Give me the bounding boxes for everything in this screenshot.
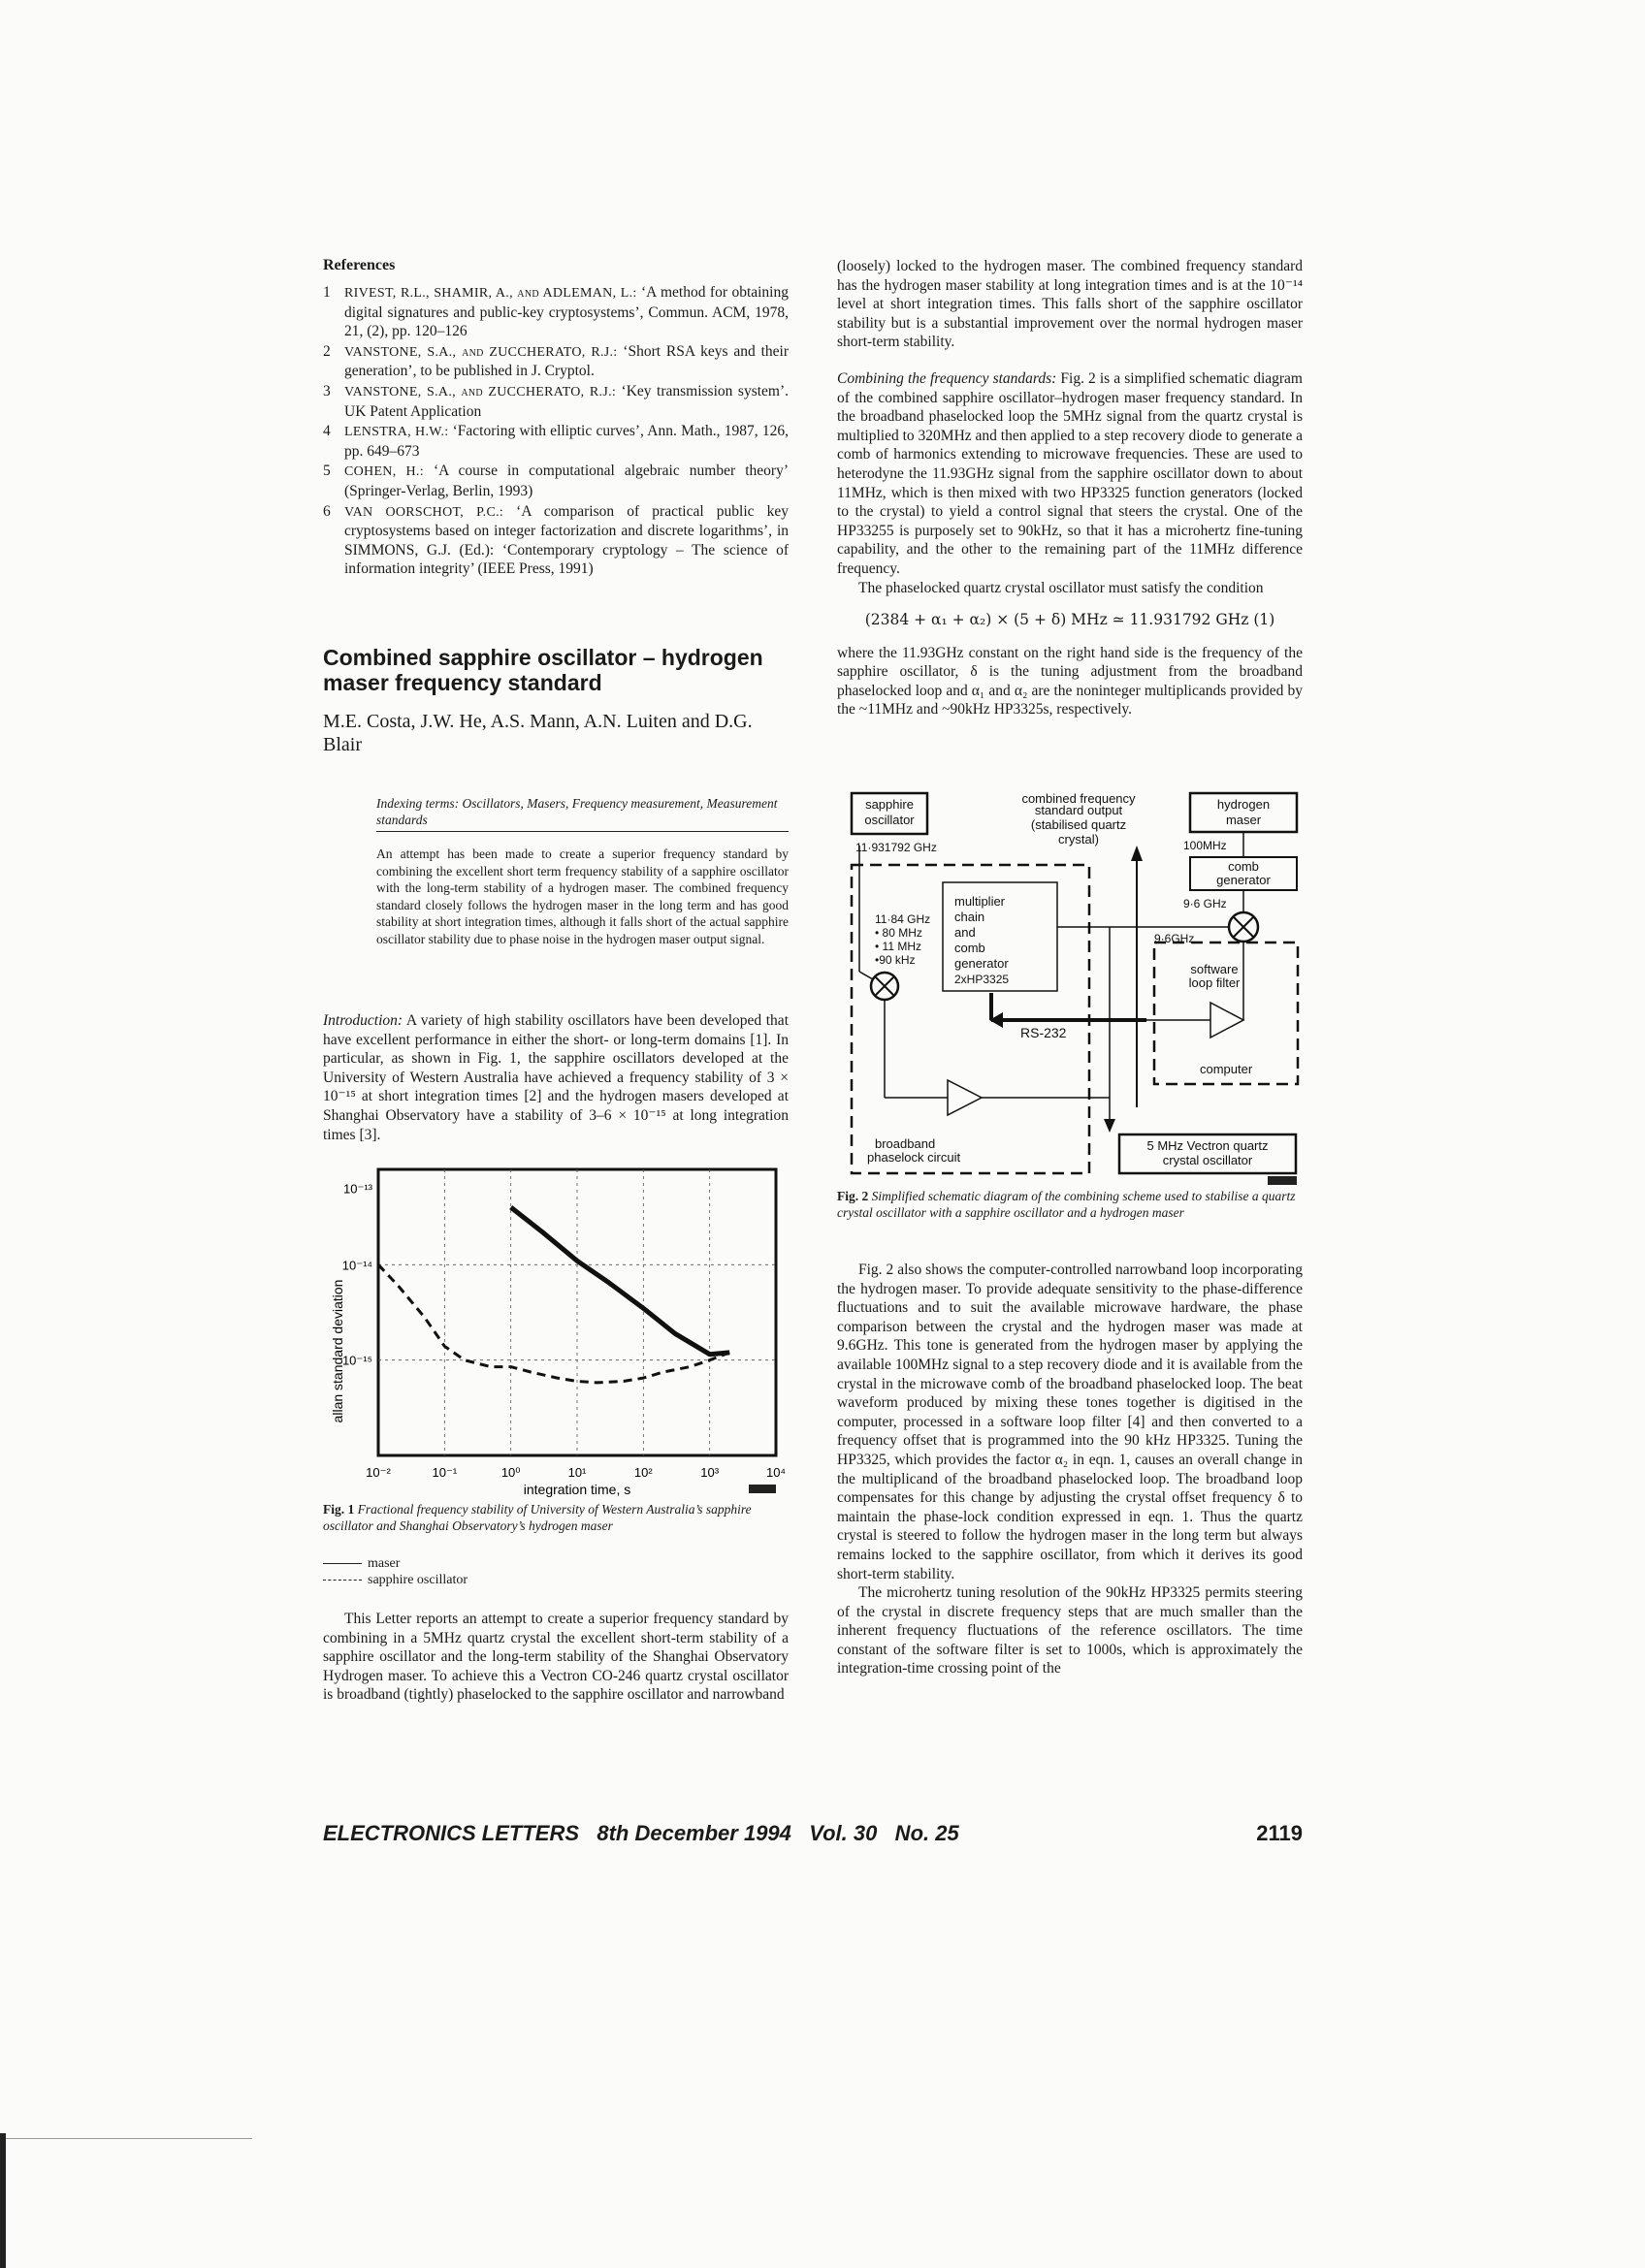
- svg-text:5 MHz Vectron quartzcrystal os: 5 MHz Vectron quartz crystal oscillator: [1146, 1138, 1269, 1167]
- svg-text:combined frequencystandard out: combined frequency standard output (stabilised quartz crystal): [1021, 791, 1136, 847]
- fig2-caption-label: Fig. 2: [837, 1189, 869, 1203]
- y-tick-label: 10⁻¹³: [343, 1181, 372, 1197]
- references-list: [323, 283, 789, 580]
- reference-item: 3 VANSTONE, S.A., and ZUCCHERATO, R.J.: ‘Key transmission system’. UK Patent Application: [323, 382, 789, 420]
- sapphire-oscillator-label: sapphire oscillator: [864, 797, 915, 827]
- x-tick-label: 10¹: [567, 1465, 587, 1480]
- fig1-caption-label: Fig. 1: [323, 1502, 355, 1517]
- x-tick-label: 10⁻¹: [432, 1465, 458, 1480]
- x-tick-label: 10⁰: [500, 1465, 521, 1480]
- fig1-ref-code: [749, 1485, 776, 1493]
- y-tick-label: 10⁻¹⁵: [341, 1353, 372, 1368]
- page-footer: [323, 1821, 1303, 1846]
- fig2-para: Fig. 2 also shows the computer-controlled narrowband loop incorporating the hydrogen maser. To provide adequate sensitivity to the phase-difference fluctuations and to suit the available microwave hardware, the phase comparison between the crystal and the hydrogen maser was made at 9.6GHz. This tone is generated from the hydrogen maser by applying the available 100MHz signal to a step recovery diode and it is available from the crystal in the microwave comb of the broadband phaselocked loop. The beat waveform produced by mixing these tones together is digitised in the computer, processed in a software loop filter [4] and then converted to a frequency offset that is programmed into the 90 kHz HP3325. Tuning the HP3325, which provides the factor α₂ in eqn. 1, causes an overall change in the multiplicand of the broadband phaselocked loop. The broadband loop compensates for this change by adjusting the crystal offset frequency δ to maintain the phase-lock condition expressed in eqn. 1. Thus the quartz crystal is steered to follow the hydrogen maser in the long term but always remains locked to the sapphire oscillator, from which it derives its good short-term stability.: [837, 1262, 1303, 1582]
- legend-sapphire: sapphire oscillator: [323, 1572, 468, 1588]
- microhertz-para: The microhertz tuning resolution of the 90kHz HP3325 permits steering of the crystal in discrete frequency steps that are much smaller than the inherent frequency fluctuations of the reference oscillators. The time constant of the software filter is set to 1000s, which is approximately the integration-time crossing point of the: [837, 1584, 1303, 1677]
- scan-edge: [0, 2133, 6, 2268]
- reference-item: 6 VAN OORSCHOT, P.C.: ‘A comparison of practical public key cryptosystems based on integer factorization and discrete logarithms’, in SIMMONS, G.J. (Ed.): ‘Contemporary cryptology – The science of information integrity’ (IEEE Press, 1991): [323, 502, 790, 578]
- svg-text:100MHz: 100MHz: [1183, 839, 1227, 852]
- fig2-caption-text: Simplified schematic diagram of the combining scheme used to stabilise a quartz crystal oscillator with a sapphire oscillator and a hydrogen maser: [837, 1189, 1296, 1220]
- after-equation-para: where the 11.93GHz constant on the right hand side is the frequency of the sapphire oscillator, δ is the tuning adjustment from the broadband phaselocked loop and α₁ and α₂ are the noninteger multiplicands provided by the ~11MHz and ~90kHz HP3325s, respectively.: [837, 644, 1303, 719]
- right-para-1: (loosely) locked to the hydrogen maser. The combined frequency standard has the hydrogen maser stability at long integration times and is at the 10⁻¹⁴ level at short integration times. This falls short of the sapphire oscillator stability but is a substantial improvement over the normal hydrogen maser short-term stability.: [837, 258, 1303, 351]
- x-axis-label: integration time, s: [523, 1482, 631, 1497]
- reference-item: 1 RIVEST, R.L., SHAMIR, A., and ADLEMAN, L.: ‘A method for obtaining digital signatures and public-key cryptosystems’, Commun. ACM, 1978, 21, (2), pp. 120–126: [323, 284, 789, 340]
- svg-text:11·84 GHz• 80 MHz• 11 MHz•90 k: 11·84 GHz • 80 MHz • 11 MHz •90 kHz: [875, 912, 931, 967]
- scan-line: [0, 2138, 252, 2139]
- article-title: Combined sapphire oscillator – hydrogen maser frequency standard: [323, 645, 763, 695]
- indexing-terms: Indexing terms: Oscillators, Masers, Frequency measurement, Measurement standards: [376, 795, 789, 832]
- reference-item: 2 VANSTONE, S.A., and ZUCCHERATO, R.J.: ‘Short RSA keys and their generation’, to be published in J. Cryptol.: [323, 342, 790, 380]
- legend-maser: maser: [323, 1555, 468, 1572]
- svg-text:computer: computer: [1200, 1062, 1253, 1076]
- fig2-diagram: [846, 787, 1311, 1185]
- intro-text: A variety of high stability oscillators have been developed that have excellent performance in either the short- or long-term domains [1]. In particular, as shown in Fig. 1, the sapphire oscillators developed at the University of Western Australia have achieved a frequency stability of 3 × 10⁻¹⁵ at short integration times [2] and the hydrogen masers developed at Shanghai Observatory have a stability of 3–6 × 10⁻¹⁵ at long integration times [3].: [323, 1012, 789, 1143]
- svg-text:9·6GHz: 9·6GHz: [1154, 932, 1195, 945]
- svg-text:softwareloop filter: software loop filter: [1188, 962, 1241, 990]
- right-column-top: [837, 257, 1303, 719]
- article-authors: M.E. Costa, J.W. He, A.S. Mann, A.N. Luiten and D.G. Blair: [323, 711, 753, 755]
- combining-para: Combining the frequency standards: Fig. 2 is a simplified schematic diagram of the combined sapphire oscillator–hydrogen maser frequency standard. In the broadband phaselocked loop the 5MHz signal from the quartz crystal is multiplied to 320MHz and then applied to a step recovery diode to generate a comb of harmonics extending to microwave frequencies. These are used to heterodyne the 11.93GHz signal from the sapphire oscillator down to about 11MHz, which is then mixed with two HP3325 function generators (locked to the crystal) to yield a control signal that steers the crystal. One of the HP33255 is purposely set to 90kHz, so that it has a microhertz fine-tuning capability, and the other to the remaining part of the 11MHz difference frequency.: [837, 369, 1303, 577]
- fig1-chart: [325, 1160, 790, 1499]
- fig2-caption: [837, 1188, 1303, 1221]
- x-tick-label: 10⁴: [765, 1465, 787, 1480]
- reference-item: 4 LENSTRA, H.W.: ‘Factoring with elliptic curves’, Ann. Math., 1987, 126, pp. 649–673: [323, 423, 789, 460]
- fig1-caption: [323, 1501, 789, 1534]
- introduction: [323, 1011, 789, 1144]
- page-number: 2119: [1256, 1821, 1303, 1845]
- svg-text:RS-232: RS-232: [1020, 1025, 1067, 1040]
- reference-item: 5 COHEN, H.: ‘A course in computational algebraic number theory’ (Springer-Verlag, Berlin, 1993): [323, 463, 789, 499]
- maser-line: [511, 1207, 730, 1355]
- x-tick-label: 10²: [633, 1465, 653, 1480]
- sapphire-line: [378, 1264, 729, 1383]
- equation-1: (2384 + α₁ + α₂) × (5 + δ) MHz ≃ 11.931792 GHz (1): [864, 611, 1275, 629]
- intro-label: Introduction:: [323, 1012, 403, 1029]
- svg-text:9·6 GHz: 9·6 GHz: [1183, 897, 1227, 910]
- x-tick-label: 10³: [700, 1465, 720, 1480]
- svg-text:2xHP3325: 2xHP3325: [954, 973, 1010, 986]
- condition-para: The phaselocked quartz crystal oscillator must satisfy the condition: [858, 579, 1264, 596]
- references-heading: References: [323, 257, 396, 273]
- svg-text:combgenerator: comb generator: [1216, 859, 1271, 887]
- abstract: An attempt has been made to create a superior frequency standard by combining the excellent short term frequency stability of a sapphire oscillator with the long-term stability of a hydrogen maser. The combined frequency standard closely follows the hydrogen maser in the long term and has good stability at short integration times, although it falls short of the actual sapphire oscillator stability due to phase noise in the hydrogen maser output signal.: [376, 847, 789, 946]
- x-tick-label: 10⁻²: [366, 1465, 391, 1480]
- svg-text:multiplierchainandcombgenerato: multiplier chain and comb generator: [954, 894, 1009, 971]
- letter-paragraph: This Letter reports an attempt to create a superior frequency standard by combining in a 5MHz quartz crystal the excellent short-term stability of a sapphire oscillator and the long-term stability of the Shanghai Observatory Hydrogen maser. To achieve this a Vectron CO-246 quartz crystal oscillator is broadband (tightly) phaselocked to the sapphire oscillator and narrowband: [323, 1611, 789, 1704]
- freq-sapphire: 11·931792 GHz: [855, 841, 937, 854]
- fig1-legend: [323, 1555, 468, 1588]
- svg-text:hydrogenmaser: hydrogen maser: [1216, 797, 1271, 827]
- y-axis-label: allan standard deviation: [330, 1279, 345, 1423]
- svg-text:broadbandphaselock circuit: broadband phaselock circuit: [867, 1136, 961, 1165]
- right-column-bottom: [837, 1261, 1303, 1678]
- journal-line: ELECTRONICS LETTERS 8th December 1994 Vol. 30 No. 25: [323, 1821, 959, 1845]
- y-tick-label: 10⁻¹⁴: [341, 1258, 372, 1273]
- fig1-caption-text: Fractional frequency stability of University of Western Australia’s sapphire oscillator and Shanghai Observatory’s hydrogen maser: [323, 1502, 752, 1533]
